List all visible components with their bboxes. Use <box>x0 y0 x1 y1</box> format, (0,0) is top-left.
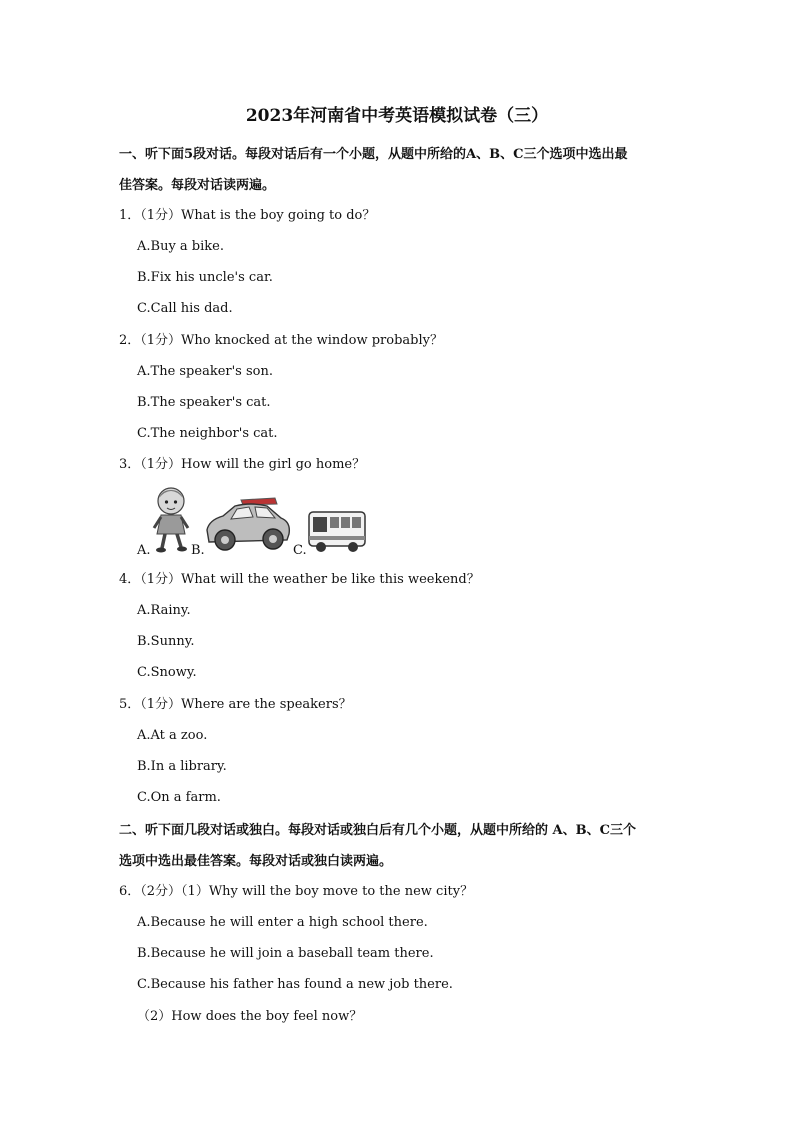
question-3-option-b-label[interactable]: B. <box>191 543 205 558</box>
section-2-line-1: 二、听下面几段对话或独白。每段对话或独白后有几个小题，从题中所给的 A、B、C三个 <box>119 823 636 838</box>
question-5-option-a[interactable]: A.At a zoo. <box>137 728 208 743</box>
question-1-stem: 1．（1分）What is the boy going to do？ <box>119 208 376 223</box>
question-1-option-a[interactable]: A.Buy a bike. <box>137 239 224 254</box>
question-5-option-b[interactable]: B.In a library. <box>137 759 227 774</box>
question-3-option-c-label[interactable]: C. <box>293 543 307 558</box>
section-2-line-2: 选项中选出最佳答案。每段对话或独白读两遍。 <box>119 854 393 869</box>
question-6-stem: 6．（2分）（1）Why will the boy move to the new city？ <box>119 884 474 899</box>
question-4-option-c[interactable]: C.Snowy. <box>137 665 197 680</box>
question-6-option-c[interactable]: C.Because his father has found a new job there. <box>137 977 453 992</box>
section-1-line-2: 佳答案。每段对话读两遍。 <box>119 178 276 193</box>
question-5-option-c[interactable]: C.On a farm. <box>137 790 221 805</box>
page-title: 2023年河南省中考英语模拟试卷（三） <box>245 106 549 126</box>
question-4-option-a[interactable]: A.Rainy. <box>137 603 191 618</box>
section-2-instructions <box>119 815 679 877</box>
question-1-option-b[interactable]: B.Fix his uncle's car. <box>137 270 273 285</box>
question-3-stem: 3．（1分）How will the girl go home？ <box>119 457 366 472</box>
section-1-line-1: 一、听下面5段对话。每段对话后有一个小题，从题中所给的A、B、C三个选项中选出最 <box>119 147 628 162</box>
question-6-sub-2-stem: （2）How does the boy feel now？ <box>137 1009 363 1024</box>
walking-girl-icon[interactable] <box>150 484 192 554</box>
question-5-stem: 5．（1分）Where are the speakers？ <box>119 697 352 712</box>
question-4-option-b[interactable]: B.Sunny. <box>137 634 195 649</box>
question-3-option-a-label[interactable]: A. <box>137 543 151 558</box>
question-1-option-c[interactable]: C.Call his dad. <box>137 301 233 316</box>
bus-icon[interactable] <box>306 508 368 554</box>
question-2-option-c[interactable]: C.The neighbor's cat. <box>137 426 278 441</box>
section-1-instructions <box>119 139 679 201</box>
question-2-option-a[interactable]: A.The speaker's son. <box>137 364 273 379</box>
question-6-option-a[interactable]: A.Because he will enter a high school there. <box>137 915 428 930</box>
car-icon[interactable] <box>201 494 293 554</box>
question-6-option-b[interactable]: B.Because he will join a baseball team there. <box>137 946 434 961</box>
question-4-stem: 4．（1分）What will the weather be like this weekend？ <box>119 572 480 587</box>
question-2-option-b[interactable]: B.The speaker's cat. <box>137 395 271 410</box>
question-2-stem: 2．（1分）Who knocked at the window probably？ <box>119 333 443 348</box>
